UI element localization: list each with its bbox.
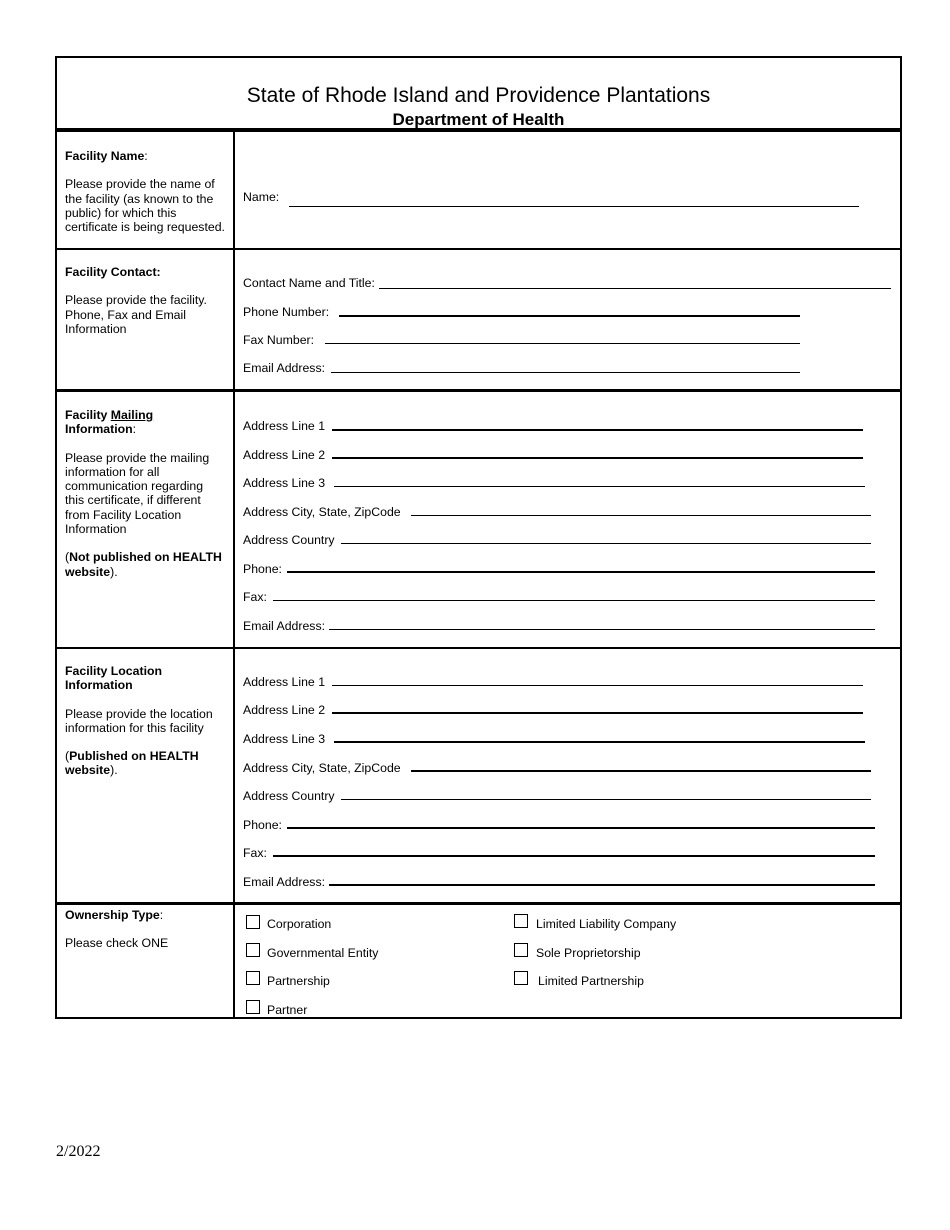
partnership-label: Partnership <box>267 974 330 988</box>
heading-colon: : <box>159 908 164 922</box>
location-address-line-2-input[interactable] <box>332 712 863 714</box>
location-city-state-zip-label: Address City, State, ZipCode <box>243 761 401 775</box>
facility-contact-description: Please provide the facility. Phone, Fax and Email Information <box>65 293 207 336</box>
limited-partnership-checkbox[interactable] <box>514 971 528 985</box>
mailing-description: Please provide the mailing information for all communication regarding this certificate, if different from Facility Location Information <box>65 450 210 537</box>
location-address-line-3-label: Address Line 3 <box>243 732 326 746</box>
mailing-fax-input[interactable] <box>273 600 875 601</box>
partner-label: Partner <box>267 1003 308 1017</box>
corporation-checkbox[interactable] <box>246 915 260 929</box>
location-phone-label: Phone: <box>243 818 282 832</box>
name-label: Name: <box>243 190 280 204</box>
location-address-line-1-label: Address Line 1 <box>243 675 326 689</box>
facility-name-heading: Facility Name <box>65 149 145 163</box>
location-address-line-2-label: Address Line 2 <box>243 703 326 717</box>
mailing-country-input[interactable] <box>341 543 871 544</box>
partnership-checkbox[interactable] <box>246 971 260 985</box>
facility-contact-fields <box>235 250 900 389</box>
corporation-label: Corporation <box>267 917 332 931</box>
location-email-input[interactable] <box>329 884 875 886</box>
contact-name-label: Contact Name and Title: <box>243 276 375 290</box>
location-fields <box>235 649 900 902</box>
mailing-fax-label: Fax: <box>243 590 267 604</box>
mailing-address-line-2-label: Address Line 2 <box>243 448 326 462</box>
facility-name-section <box>57 132 900 250</box>
department-title: Department of Health <box>392 110 565 129</box>
ownership-heading: Ownership Type <box>65 908 160 922</box>
limited-partnership-label: Limited Partnership <box>538 974 644 988</box>
facility-name-description: Please provide the name of the facility (as known to the public) for which this certificate is being requested. <box>65 177 225 235</box>
governmental-entity-checkbox[interactable] <box>246 943 260 957</box>
mailing-address-line-1-input[interactable] <box>332 429 863 431</box>
mailing-address-line-2-input[interactable] <box>332 457 863 459</box>
location-fax-label: Fax: <box>243 846 267 860</box>
governmental-entity-label: Governmental Entity <box>267 946 379 960</box>
mailing-address-line-3-input[interactable] <box>334 486 865 487</box>
email-address-label: Email Address: <box>243 361 326 375</box>
mailing-publish-note: (Not published on HEALTH website). <box>65 550 222 579</box>
facility-name-info <box>57 132 235 248</box>
sole-proprietorship-checkbox[interactable] <box>514 943 528 957</box>
fax-number-label: Fax Number: <box>243 333 315 347</box>
state-title: State of Rhode Island and Providence Plantations <box>246 84 711 107</box>
mailing-address-line-1-label: Address Line 1 <box>243 419 326 433</box>
location-address-line-1-input[interactable] <box>332 685 863 686</box>
facility-name-fields <box>235 132 900 248</box>
mailing-email-label: Email Address: <box>243 619 326 633</box>
mailing-address-line-3-label: Address Line 3 <box>243 476 326 490</box>
form-header <box>57 58 900 132</box>
ownership-description: Please check ONE <box>65 936 169 951</box>
phone-number-label: Phone Number: <box>243 305 330 319</box>
certificate-form <box>55 56 902 1019</box>
partner-checkbox[interactable] <box>246 1000 260 1014</box>
location-email-label: Email Address: <box>243 875 326 889</box>
mailing-heading: Facility Mailing Information: <box>65 408 154 437</box>
mailing-section <box>57 392 900 649</box>
llc-label: Limited Liability Company <box>536 917 677 931</box>
llc-checkbox[interactable] <box>514 914 528 928</box>
location-city-state-zip-input[interactable] <box>411 770 871 772</box>
location-country-label: Address Country <box>243 789 335 803</box>
ownership-options <box>235 905 900 1017</box>
facility-contact-info <box>57 250 235 389</box>
mailing-city-state-zip-label: Address City, State, ZipCode <box>243 505 401 519</box>
mailing-info <box>57 392 235 647</box>
mailing-country-label: Address Country <box>243 533 335 547</box>
fax-number-input-line[interactable] <box>325 343 800 344</box>
heading-colon: : <box>144 149 148 163</box>
location-country-input[interactable] <box>341 799 871 800</box>
location-description: Please provide the location information for this facility <box>65 706 213 735</box>
revision-date: 2/2022 <box>56 1143 101 1160</box>
location-phone-input[interactable] <box>287 827 875 829</box>
facility-contact-heading: Facility Contact: <box>65 265 161 279</box>
ownership-section <box>57 905 900 1017</box>
location-publish-note: (Published on HEALTH website). <box>65 749 199 778</box>
mailing-fields <box>235 392 900 647</box>
location-fax-input[interactable] <box>273 855 875 857</box>
mailing-city-state-zip-input[interactable] <box>411 515 871 516</box>
mailing-email-input[interactable] <box>329 629 875 630</box>
facility-contact-section <box>57 250 900 392</box>
phone-number-input-line[interactable] <box>339 315 800 317</box>
contact-name-input-line[interactable] <box>379 288 891 289</box>
location-info <box>57 649 235 902</box>
ownership-info <box>57 905 235 1017</box>
location-section <box>57 649 900 905</box>
location-heading: Facility Location Information <box>65 664 163 693</box>
location-address-line-3-input[interactable] <box>334 741 865 743</box>
name-input-line[interactable] <box>289 206 859 207</box>
mailing-phone-label: Phone: <box>243 562 282 576</box>
sole-proprietorship-label: Sole Proprietorship <box>536 946 641 960</box>
mailing-phone-input[interactable] <box>287 571 875 573</box>
email-address-input-line[interactable] <box>331 372 800 373</box>
